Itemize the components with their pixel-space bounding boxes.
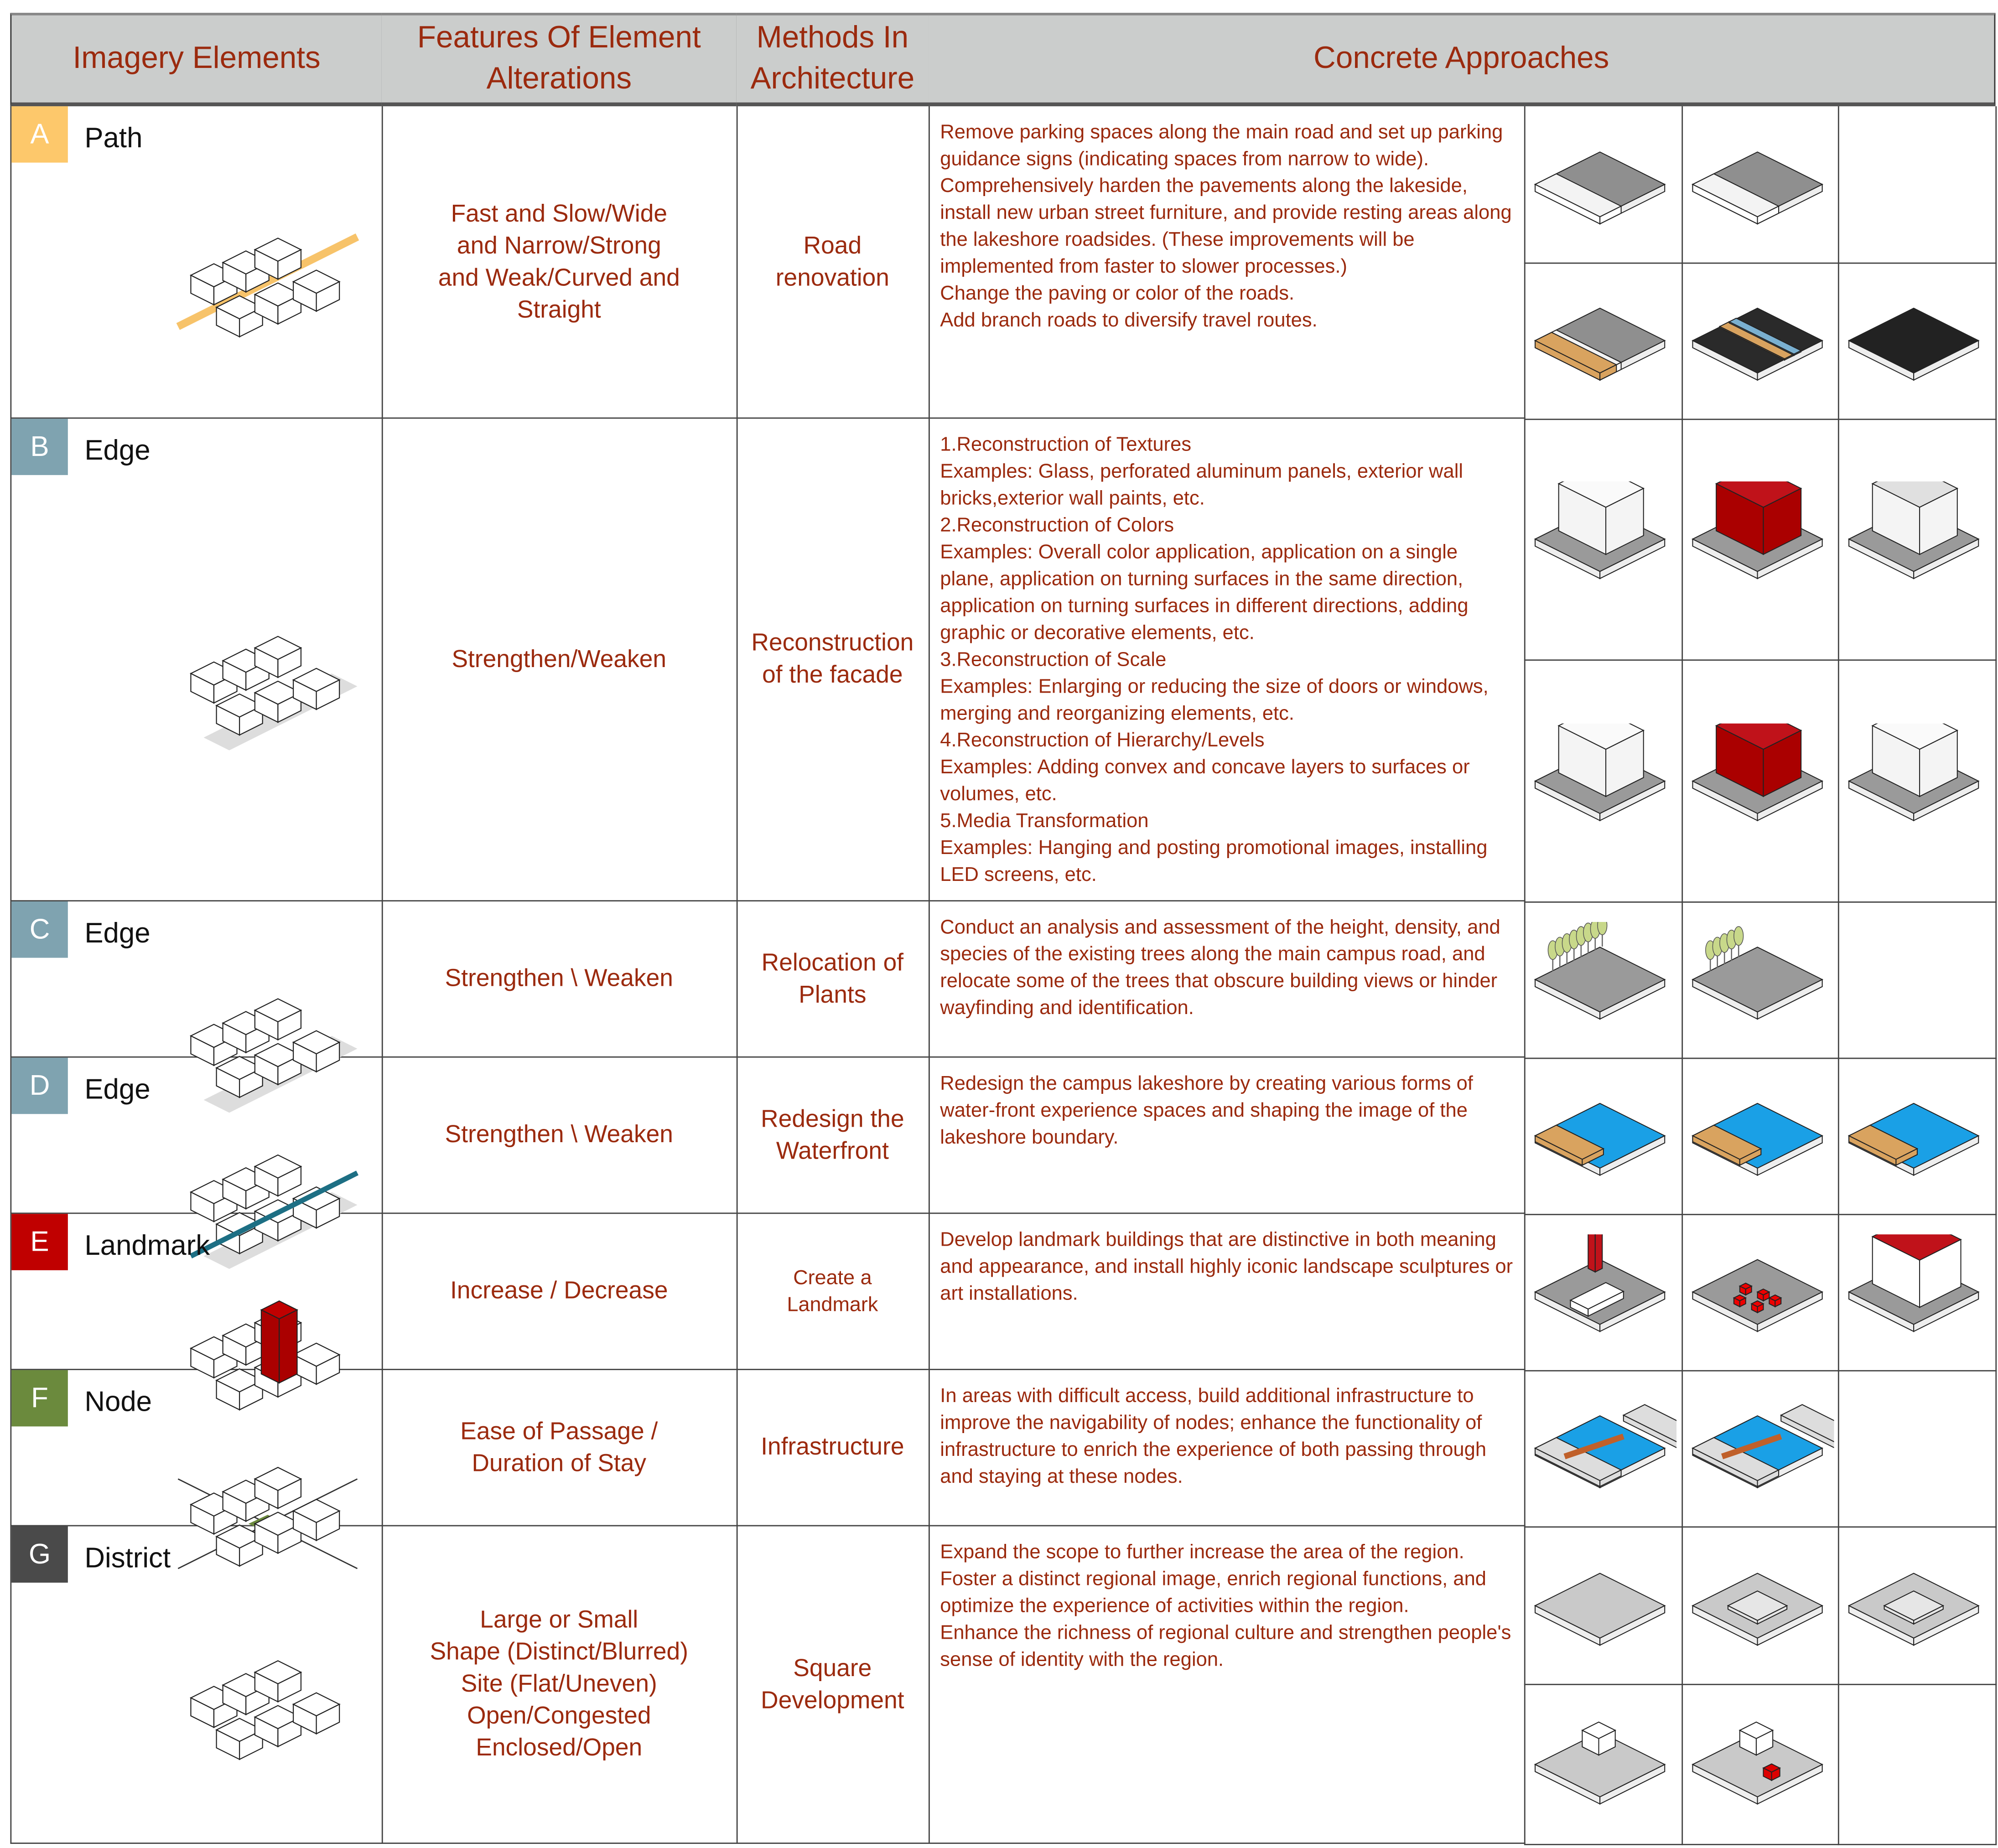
path-diagram-icon <box>165 198 370 371</box>
method-cell: Infrastructure <box>737 1370 930 1527</box>
bridge-straight-icon <box>1524 1370 1683 1527</box>
road-colored-lanes-icon <box>1681 263 1839 420</box>
element-badge: D <box>11 1058 68 1114</box>
element-badge: G <box>11 1526 68 1583</box>
square-grid-icon <box>1524 1526 1683 1685</box>
features-cell: Strengthen \ Weaken <box>382 1058 738 1214</box>
square-raised-icon <box>1681 1526 1839 1685</box>
element-cell-a <box>10 106 383 419</box>
approach-cell: In areas with difficult access, build additional infrastructure to improve the navigability of nodes; enhance the functionality of infrastructure to enrich the experience of both passing through and staying at these nodes. <box>929 1370 1526 1527</box>
method-cell: Road renovation <box>737 106 930 419</box>
road-parking-sign-icon <box>1524 106 1683 264</box>
approach-cell: Remove parking spaces along the main road and set up parking guidance signs (indicating spaces from narrow to wide). Comprehensively harden the pavements along the lakeside, install new urban street furniture, and provide resting areas along the lakeshore roadsides. (These improvements will be implemented from faster to slower processes.) Change the paving or color of the roads. Add branch roads to diversify travel routes. <box>929 106 1526 419</box>
trees-relocated-road-icon <box>1681 901 1839 1059</box>
bridge-zigzag-icon <box>1681 1370 1839 1527</box>
approach-cell: Conduct an analysis and assessment of the height, density, and species of the existing trees along the main campus road, and relocate some of the trees that obscure building views or hinder wayfinding and identification. <box>929 901 1526 1058</box>
method-cell: Relocation of Plants <box>737 901 930 1058</box>
element-cell-b <box>10 419 383 901</box>
element-name: Edge <box>84 434 150 466</box>
method-cell: Redesign the Waterfront <box>737 1058 930 1214</box>
approach-cell: 1.Reconstruction of Textures Examples: Glass, perforated aluminum panels, exterior wall bricks,exterior wall paints, etc. 2.Reconstruction of Colors Examples: Overall color application, application on a single plane, application on turning surfaces in the same direction, application on turning surfaces in different directions, adding graphic or decorative elements, etc. 3.Reconstruction of Scale Examples: Enlarging or reducing the size of doors or windows, merging and reorganizing elements, etc. 4.Reconstruction of Hierarchy/Levels Examples: Adding convex and concave layers to surfaces or volumes, etc. 5.Media Transformation Examples: Hanging and posting promotional images, installing LED screens, etc. <box>929 419 1526 901</box>
features-cell: Increase / Decrease <box>382 1214 738 1370</box>
approach-cell: Redesign the campus lakeshore by creating various forms of water-front experience spaces and shaping the image of the lakeshore boundary. <box>929 1058 1526 1214</box>
method-cell: Square Development <box>737 1526 930 1843</box>
empty-thumb-cell <box>1838 1370 1997 1527</box>
header-features: Features Of Element Alterations <box>382 13 738 106</box>
road-branch-icon <box>1838 263 1997 420</box>
features-cell: Strengthen \ Weaken <box>382 901 738 1058</box>
edge-facade-diagram-icon <box>165 596 370 769</box>
features-cell: Fast and Slow/Wide and Narrow/Strong and Weak/Curved and Straight <box>382 106 738 419</box>
building-glass-icon <box>1838 419 1997 661</box>
element-cell-d <box>10 1058 383 1214</box>
method-cell: Reconstruction of the facade <box>737 419 930 901</box>
element-name: Edge <box>84 1073 150 1105</box>
element-badge: E <box>11 1214 68 1270</box>
header-imagery-elements: Imagery Elements <box>10 13 383 106</box>
header-concrete-approaches: Concrete Approaches <box>929 13 1995 106</box>
building-layered-icon <box>1681 659 1839 903</box>
element-cell-g <box>10 1526 383 1843</box>
building-merged-windows-icon <box>1524 659 1683 903</box>
features-cell: Large or Small Shape (Distinct/Blurred) Site (Flat/Uneven) Open/Congested Enclosed/Open <box>382 1526 738 1843</box>
element-name: District <box>84 1542 171 1574</box>
element-name: Node <box>84 1385 152 1418</box>
features-cell: Strengthen/Weaken <box>382 419 738 901</box>
building-windows-icon <box>1524 419 1683 661</box>
road-parking-removed-icon <box>1681 106 1839 264</box>
building-screen-icon <box>1838 659 1997 903</box>
element-cell-c <box>10 901 383 1058</box>
district-diagram-icon <box>165 1621 370 1794</box>
waterfront-trees-icon <box>1838 1058 1997 1215</box>
method-cell: Create a Landmark <box>737 1214 930 1370</box>
element-badge: F <box>11 1370 68 1427</box>
header-methods: Methods In Architecture <box>737 13 930 106</box>
empty-thumb-cell <box>1838 1684 1997 1845</box>
element-badge: A <box>11 106 68 163</box>
landmark-red-building-icon <box>1838 1214 1997 1371</box>
square-red-object-icon <box>1681 1684 1839 1845</box>
approach-cell: Expand the scope to further increase the area of the region. Foster a distinct regional image, enrich regional functions, and optimize the experience of activities within the region. Enhance the richness of regional culture and strengthen people's sense of identity with the region. <box>929 1526 1526 1843</box>
features-cell: Ease of Passage / Duration of Stay <box>382 1370 738 1527</box>
building-red-facade-icon <box>1681 419 1839 661</box>
element-cell-e <box>10 1214 383 1370</box>
square-sunken-icon <box>1838 1526 1997 1685</box>
element-name: Path <box>84 121 143 154</box>
empty-thumb-cell <box>1838 106 1997 264</box>
approach-cell: Develop landmark buildings that are distinctive in both meaning and appearance, and install highly iconic landscape sculptures or art installations. <box>929 1214 1526 1370</box>
landmark-sculptures-icon <box>1681 1214 1839 1371</box>
square-building-icon <box>1524 1684 1683 1845</box>
waterfront-deck-icon <box>1524 1058 1683 1215</box>
waterfront-pier-icon <box>1681 1058 1839 1215</box>
element-cell-f <box>10 1370 383 1527</box>
element-name: Landmark <box>84 1229 210 1262</box>
element-badge: C <box>11 901 68 958</box>
element-name: Edge <box>84 916 150 949</box>
element-badge: B <box>11 419 68 475</box>
road-wood-paving-icon <box>1524 263 1683 420</box>
empty-thumb-cell <box>1838 901 1997 1059</box>
landmark-tower-icon <box>1524 1214 1683 1371</box>
trees-dense-road-icon <box>1524 901 1683 1059</box>
